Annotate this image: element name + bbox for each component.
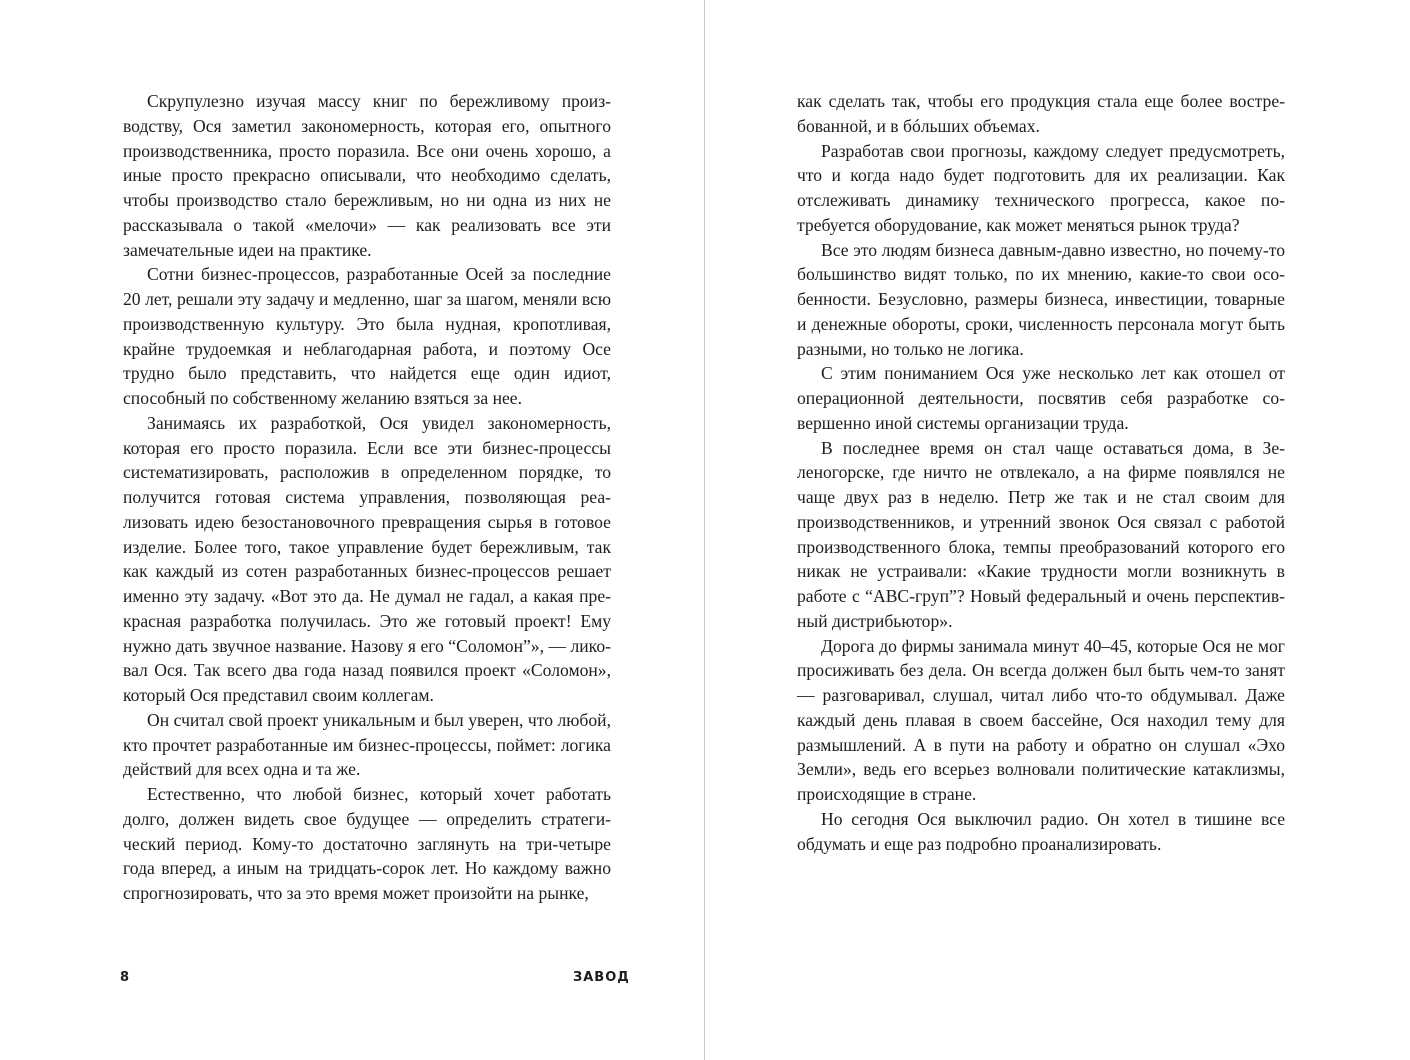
paragraph: Все это людям бизнеса давным-давно известно, но почему-то большинство видят только, по их мнению, какие-то свои особенности. Безусловно, размеры бизнеса, инвестиции, товарные и денежные обороты, сроки, численность персонала могут быть разными, но только не логика.	[797, 239, 1285, 359]
paragraph: Сотни бизнес-процессов, разработанные Осей за последние 20 лет, решали эту задачу и медленно, шаг за шагом, меняли всю производственную культуру. Это была нудная, кропотливая, крайне трудоемкая и неблагодарная работа, и поэтому Осе трудно было представить, что найдется еще один идиот, способный по собственному желанию взяться за нее.	[123, 264, 611, 408]
paragraph: С этим пониманием Ося уже несколько лет как отошел от операционной деятельности, посвятив себя разработке совершенно иной системы организации труда.	[797, 363, 1285, 433]
paragraph: как сделать так, чтобы его продукция стала еще более востребованной, и в бóльших объемах.	[797, 91, 1285, 136]
paragraph: Дорога до фирмы занимала минут 40–45, которые Ося не мог просиживать без дела. Он всегда должен был быть чем-то занят — разговаривал, слушал, читал либо что-то обдумывал. Даже каждый день плавая в своем бассейне, Ося находил тему для размышлений. А в пути на работу и обратно он слушал «Эхо Земли», ведь его всерьез волновали политические катаклизмы, происходящие в стране.	[797, 635, 1285, 804]
paragraph: В последнее время он стал чаще оставаться дома, в Зеленогорске, где ничто не отвлекало, а на фирме появлялся не чаще двух раз в неделю. Петр же так и не стал своим для производственников, и утренний звонок Ося связал с работой производственного блока, темпы преобразований которого его никак не устраивали: «Какие трудности могли возникнуть в работе с “АВС-груп”? Новый федеральный и очень перспективный дистрибьютор».	[797, 437, 1285, 631]
page-number: 8	[120, 970, 131, 985]
left-page-text	[123, 89, 611, 906]
paragraph: Разработав свои прогнозы, каждому следует предусмотреть, что и когда надо будет подготовить для их реализации. Как отслеживать динамику технического прогресса, какое потребуется оборудование, как может меняться рынок труда?	[797, 140, 1285, 235]
paragraph: Занимаясь их разработкой, Ося увидел закономерность, которая его просто поразила. Если все эти бизнес-процессы систематизировать, расположив в определенном порядке, то получится готовая система управления, позволяющая реализовать идею безостановочного превращения сырья в готовое изделие. Более того, такое управление будет бережливым, так как каждый из сотен разработанных бизнес-процессов решает именно эту задачу. «Вот это да. Не думал не гадал, а какая прекрасная разработка получилась. Это же готовый проект! Ему нужно дать звучное название. Назову я его “Соломон”», — ликовал Ося. Так всего два года назад появился проект «Соломон», который Ося представил своим коллегам.	[123, 412, 611, 705]
spread-divider	[704, 0, 705, 1060]
running-title: ЗАВОД	[573, 970, 630, 985]
paragraph: Но сегодня Ося выключил радио. Он хотел в тишине все обдумать и еще раз подробно проанализировать.	[797, 808, 1285, 854]
paragraph: Скрупулезно изучая массу книг по бережливому производству, Ося заметил закономерность, которая его, опытного производственника, просто поразила. Все они очень хорошо, а иные просто прекрасно описывали, что необходимо сделать, чтобы производство стало бережливым, но ни одна из них не рассказывала о такой «мелочи» — как реализовать все эти замечательные идеи на практике.	[123, 91, 611, 260]
paragraph: Естественно, что любой бизнес, который хочет работать долго, должен видеть свое будущее — определить стратегический период. Кому-то достаточно заглянуть на три-четыре года вперед, а иным на тридцать-сорок лет. Но каждому важно спрогнозировать, что за это время может произойти на рынке,	[123, 784, 611, 903]
right-page-text	[797, 89, 1285, 856]
paragraph: Он считал свой проект уникальным и был уверен, что любой, кто прочтет разработанные им бизнес-процессы, поймет: логика действий для всех одна и та же.	[123, 709, 611, 780]
